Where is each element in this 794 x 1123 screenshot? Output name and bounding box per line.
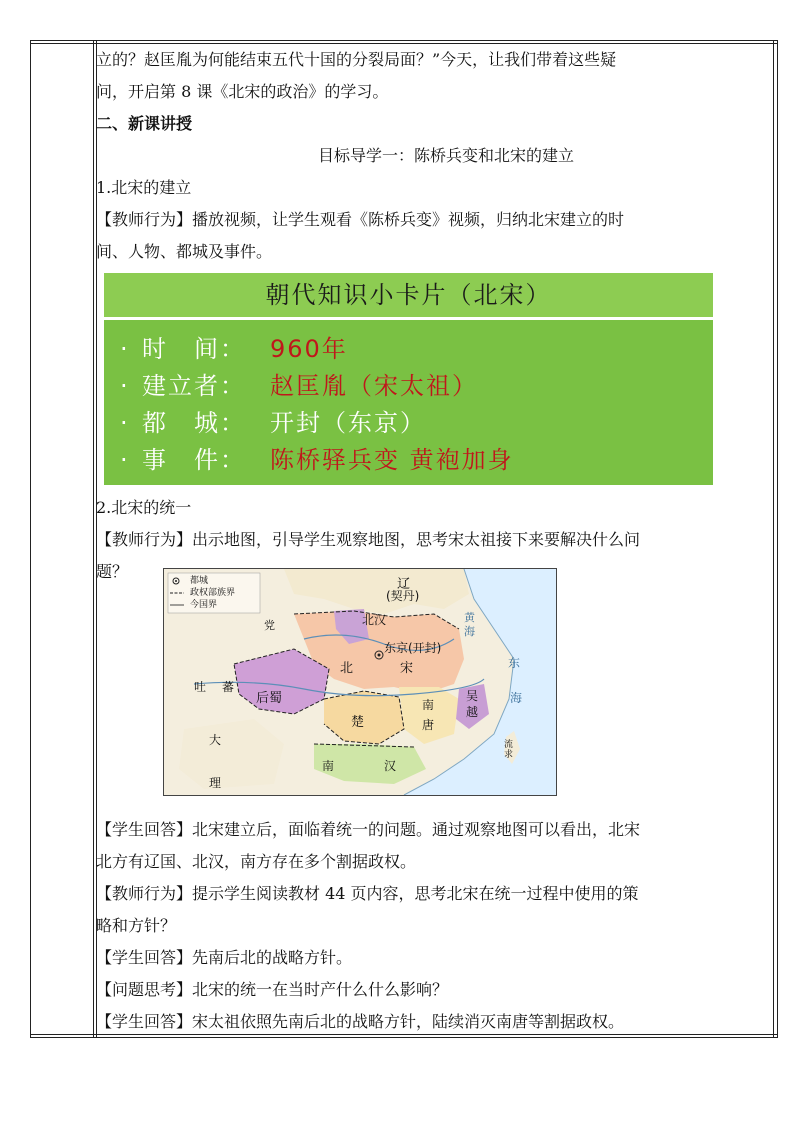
map-label-qidan: (契丹)	[386, 589, 420, 603]
card-value: 960年	[270, 335, 348, 363]
map-label-liao: 辽	[397, 577, 411, 592]
card-label: 时 间：	[142, 335, 246, 363]
lesson-content-3	[96, 814, 736, 1038]
bullet-icon: ·	[120, 409, 128, 437]
card-value: 赵匡胤（宋太祖）	[270, 372, 478, 400]
section-title: 二、新课讲授	[96, 114, 193, 133]
card-value: 陈桥驿兵变 黄袍加身	[270, 446, 514, 474]
map-label-nantang: 南	[422, 698, 435, 712]
paragraph-line: 【教师行为】出示地图，引导学生观察地图，思考宋太祖接下来要解决什么问	[96, 530, 641, 549]
subheading: 2.北宋的统一	[96, 498, 192, 517]
map-label-nanhan: 南	[322, 759, 335, 773]
map-label-wuyue: 吴	[466, 689, 479, 703]
map-label-nanhan: 汉	[384, 759, 397, 773]
map-label-tubo: 吐	[194, 680, 207, 694]
paragraph-line: 间、人物、都城及事件。	[96, 242, 273, 261]
map-label-dongjing: 东京(开封)	[384, 641, 442, 655]
paragraph-line: 北方有辽国、北汉，南方存在多个割据政权。	[96, 852, 417, 871]
map-label-dangxiang: 党	[264, 619, 275, 632]
paragraph-line: 略和方针？	[96, 916, 177, 935]
paragraph-line: 【学生回答】宋太祖依照先南后北的战略方针，陆续消灭南唐等割据政权。	[96, 1012, 625, 1031]
paragraph-line: 【教师行为】提示学生阅读教材 44 页内容，思考北宋在统一过程中使用的策	[96, 884, 639, 903]
card-row-founder	[120, 367, 478, 405]
map-label-dali: 理	[209, 776, 222, 790]
card-label: 建立者：	[142, 372, 246, 400]
map-label-beihan: 北汉	[362, 613, 387, 627]
map-label-nantang: 唐	[422, 718, 435, 732]
card-row-event	[120, 441, 514, 479]
card-value: 开封（东京）	[270, 409, 426, 437]
bullet-icon: ·	[120, 372, 128, 400]
paragraph-line: 题？	[96, 562, 129, 581]
map-label-liuqiu: 流	[504, 740, 514, 750]
map-label-tubo: 蕃	[222, 680, 235, 694]
bullet-icon: ·	[120, 335, 128, 363]
map-label-houshu: 后蜀	[256, 691, 283, 706]
subheading: 1.北宋的建立	[96, 178, 192, 197]
map-label-dali: 大	[209, 733, 222, 747]
map-label-liuqiu: 求	[504, 750, 514, 760]
paragraph-line: 【学生回答】先南后北的战略方针。	[96, 948, 353, 967]
map-legend-item: 都城	[190, 576, 209, 586]
paragraph-line: 【问题思考】北宋的统一在当时产什么什么影响？	[96, 980, 449, 999]
map-legend-item: 政权部族界	[190, 588, 236, 598]
goal-title: 目标导学一：陈桥兵变和北宋的建立	[317, 146, 574, 165]
dynasty-knowledge-card	[104, 273, 713, 485]
table-column-divider	[773, 41, 774, 1037]
card-title: 朝代知识小卡片（北宋）	[104, 273, 713, 320]
map-label-beisong: 北	[340, 661, 354, 676]
lesson-content	[96, 44, 736, 268]
map-legend-item: 今国界	[190, 600, 218, 610]
card-label: 事 件：	[142, 446, 246, 474]
paragraph-line: 【教师行为】播放视频，让学生观看《陈桥兵变》视频，归纳北宋建立的时	[96, 210, 625, 229]
map-label-wuyue: 越	[466, 705, 479, 719]
map-label-donghai: 海	[510, 691, 523, 705]
map-label-beisong: 宋	[400, 661, 414, 676]
card-label: 都 城：	[142, 409, 246, 437]
bullet-icon: ·	[120, 446, 128, 474]
card-row-time	[120, 330, 348, 368]
card-row-capital	[120, 404, 426, 442]
map-label-huanghai: 海	[464, 625, 475, 638]
table-column-divider	[93, 41, 94, 1037]
paragraph-line: 问，开启第 8 课《北宋的政治》的学习。	[96, 82, 389, 101]
map-label-huanghai: 黄	[464, 611, 475, 624]
map-label-donghai: 东	[508, 656, 521, 670]
map-label-chu: 楚	[351, 715, 365, 730]
northern-song-map	[163, 568, 557, 796]
paragraph-line: 【学生回答】北宋建立后，面临着统一的问题。通过观察地图可以看出，北宋	[96, 820, 641, 839]
paragraph-line: 立的？赵匡胤为何能结束五代十国的分裂局面？”今天，让我们带着这些疑	[96, 50, 617, 69]
